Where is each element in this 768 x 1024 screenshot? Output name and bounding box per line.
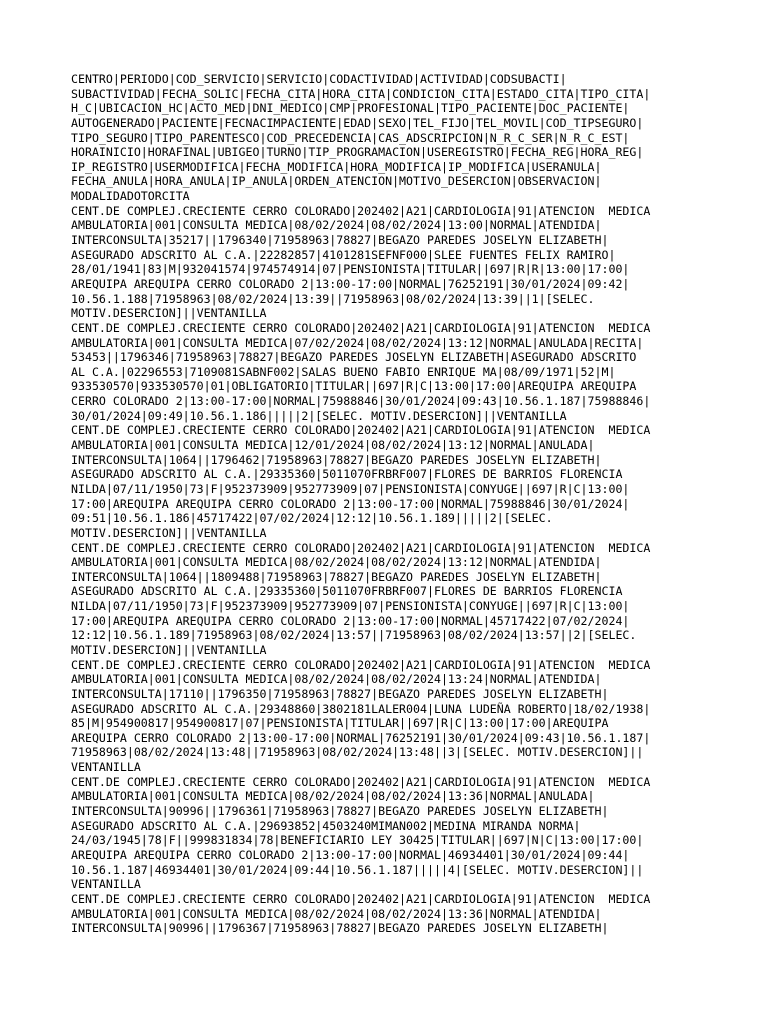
- text-line: 17:00|AREQUIPA AREQUIPA CERRO COLORADO 2|13:00-17:00|NORMAL|45717422|07/02/2024|: [71, 613, 630, 628]
- text-line: MOTIV.DESERCION]||VENTANILLA: [71, 642, 267, 657]
- text-line: 85|M|954900817|954900817|07|PENSIONISTA|TITULAR||697|R|C|13:00|17:00|AREQUIPA: [71, 716, 609, 731]
- text-line: INTERCONSULTA|1064||1809488|71958963|78827|BEGAZO PAREDES JOSELYN ELIZABETH|: [71, 569, 602, 584]
- text-line: AMBULATORIA|001|CONSULTA MEDICA|08/02/2024|08/02/2024|13:24|NORMAL|ATENDIDA|: [71, 672, 602, 687]
- text-line: 10.56.1.188|71958963|08/02/2024|13:39||71958963|08/02/2024|13:39||1|[SELEC.: [71, 291, 595, 306]
- text-line: ASEGURADO ADSCRITO AL C.A.|22282857|4101281SEFNF000|SLEE FUENTES FELIX RAMIRO|: [71, 247, 616, 262]
- text-line: CENT.DE COMPLEJ.CRECIENTE CERRO COLORADO|202402|A21|CARDIOLOGIA|91|ATENCION MEDICA: [71, 657, 651, 672]
- text-line: AUTOGENERADO|PACIENTE|FECNACIMPACIENTE|EDAD|SEXO|TEL_FIJO|TEL_MOVIL|COD_TIPSEGURO|: [71, 115, 644, 130]
- text-line: MOTIV.DESERCION]||VENTANILLA: [71, 306, 267, 321]
- text-line: 933530570|933530570|01|OBLIGATORIO|TITULAR||697|R|C|13:00|17:00|AREQUIPA AREQUIPA: [71, 379, 637, 394]
- text-line: AMBULATORIA|001|CONSULTA MEDICA|08/02/2024|08/02/2024|13:36|NORMAL|ANULADA|: [71, 789, 595, 804]
- text-line: AMBULATORIA|001|CONSULTA MEDICA|08/02/2024|08/02/2024|13:12|NORMAL|ATENDIDA|: [71, 555, 602, 570]
- text-line: H_C|UBICACION_HC|ACTO_MED|DNI_MEDICO|CMP|PROFESIONAL|TIPO_PACIENTE|DOC_PACIENTE|: [71, 101, 630, 116]
- text-line: VENTANILLA: [71, 877, 141, 892]
- text-line: AREQUIPA AREQUIPA CERRO COLORADO 2|13:00-17:00|NORMAL|46934401|30/01/2024|09:44|: [71, 847, 630, 862]
- text-line: ASEGURADO ADSCRITO AL C.A.|29348860|3802181LALER004|LUNA LUDEÑA ROBERTO|18/02/1938|: [71, 701, 651, 716]
- text-line: 24/03/1945|78|F||999831834|78|BENEFICIARIO LEY 30425|TITULAR||697|N|C|13:00|17:00|: [71, 833, 644, 848]
- text-line: AREQUIPA CERRO COLORADO 2|13:00-17:00|NORMAL|76252191|30/01/2024|09:43|10.56.1.187|: [71, 730, 651, 745]
- text-line: 10.56.1.187|46934401|30/01/2024|09:44|10.56.1.187|||||4|[SELEC. MOTIV.DESERCION]||: [71, 862, 644, 877]
- text-line: CENT.DE COMPLEJ.CRECIENTE CERRO COLORADO|202402|A21|CARDIOLOGIA|91|ATENCION MEDICA: [71, 891, 651, 906]
- text-line: FECHA_ANULA|HORA_ANULA|IP_ANULA|ORDEN_ATENCION|MOTIVO_DESERCION|OBSERVACION|: [71, 174, 602, 189]
- text-line: CENT.DE COMPLEJ.CRECIENTE CERRO COLORADO|202402|A21|CARDIOLOGIA|91|ATENCION MEDICA: [71, 774, 651, 789]
- text-line: ASEGURADO ADSCRITO AL C.A.|29693852|4503240MIMAN002|MEDINA MIRANDA NORMA|: [71, 818, 581, 833]
- text-line: AMBULATORIA|001|CONSULTA MEDICA|07/02/2024|08/02/2024|13:12|NORMAL|ANULADA|RECITA|: [71, 335, 644, 350]
- text-line: AMBULATORIA|001|CONSULTA MEDICA|08/02/2024|08/02/2024|13:36|NORMAL|ATENDIDA|: [71, 906, 602, 921]
- text-line: MOTIV.DESERCION]||VENTANILLA: [71, 525, 267, 540]
- text-line: ASEGURADO ADSCRITO AL C.A.|29335360|5011070FRBRF007|FLORES DE BARRIOS FLORENCIA: [71, 467, 623, 482]
- text-line: 30/01/2024|09:49|10.56.1.186|||||2|[SELEC. MOTIV.DESERCION]||VENTANILLA: [71, 408, 567, 423]
- text-line: CENTRO|PERIODO|COD_SERVICIO|SERVICIO|CODACTIVIDAD|ACTIVIDAD|CODSUBACTI|: [71, 72, 567, 86]
- text-line: INTERCONSULTA|90996||1796361|71958963|78827|BEGAZO PAREDES JOSELYN ELIZABETH|: [71, 804, 609, 819]
- text-line: NILDA|07/11/1950|73|F|952373909|952773909|07|PENSIONISTA|CONYUGE||697|R|C|13:00|: [71, 599, 630, 614]
- text-line: 09:51|10.56.1.186|45717422|07/02/2024|12:12|10.56.1.189|||||2|[SELEC.: [71, 511, 553, 526]
- text-line: 53453||1796346|71958963|78827|BEGAZO PAREDES JOSELYN ELIZABETH|ASEGURADO ADSCRITO: [71, 350, 637, 365]
- document-page: [71, 72, 711, 936]
- text-line: 71958963|08/02/2024|13:48||71958963|08/02/2024|13:48||3|[SELEC. MOTIV.DESERCION]||: [71, 745, 644, 760]
- text-line: INTERCONSULTA|1064||1796462|71958963|78827|BEGAZO PAREDES JOSELYN ELIZABETH|: [71, 452, 602, 467]
- text-line: CERRO COLORADO 2|13:00-17:00|NORMAL|75988846|30/01/2024|09:43|10.56.1.187|75988846|: [71, 394, 651, 409]
- text-line: MODALIDADOTORCITA: [71, 189, 190, 204]
- text-line: INTERCONSULTA|17110||1796350|71958963|78827|BEGAZO PAREDES JOSELYN ELIZABETH|: [71, 686, 609, 701]
- text-line: AL C.A.|02296553|7109081SABNF002|SALAS BUENO FABIO ENRIQUE MA|08/09/1971|52|M|: [71, 364, 616, 379]
- text-line: CENT.DE COMPLEJ.CRECIENTE CERRO COLORADO|202402|A21|CARDIOLOGIA|91|ATENCION MEDICA: [71, 540, 651, 555]
- text-line: 17:00|AREQUIPA AREQUIPA CERRO COLORADO 2|13:00-17:00|NORMAL|75988846|30/01/2024|: [71, 496, 630, 511]
- text-line: NILDA|07/11/1950|73|F|952373909|952773909|07|PENSIONISTA|CONYUGE||697|R|C|13:00|: [71, 481, 630, 496]
- text-line: IP_REGISTRO|USERMODIFICA|FECHA_MODIFICA|HORA_MODIFICA|IP_MODIFICA|USERANULA|: [71, 159, 602, 174]
- text-line: INTERCONSULTA|35217||1796340|71958963|78827|BEGAZO PAREDES JOSELYN ELIZABETH|: [71, 233, 609, 248]
- text-line: AMBULATORIA|001|CONSULTA MEDICA|12/01/2024|08/02/2024|13:12|NORMAL|ANULADA|: [71, 438, 595, 453]
- text-line: AMBULATORIA|001|CONSULTA MEDICA|08/02/2024|08/02/2024|13:00|NORMAL|ATENDIDA|: [71, 218, 602, 233]
- text-line: ASEGURADO ADSCRITO AL C.A.|29335360|5011070FRBRF007|FLORES DE BARRIOS FLORENCIA: [71, 584, 623, 599]
- text-line: AREQUIPA AREQUIPA CERRO COLORADO 2|13:00-17:00|NORMAL|76252191|30/01/2024|09:42|: [71, 276, 630, 291]
- text-line: VENTANILLA: [71, 760, 141, 775]
- text-line: 28/01/1941|83|M|932041574|974574914|07|PENSIONISTA|TITULAR||697|R|R|13:00|17:00|: [71, 262, 630, 277]
- text-line: CENT.DE COMPLEJ.CRECIENTE CERRO COLORADO|202402|A21|CARDIOLOGIA|91|ATENCION MEDICA: [71, 203, 651, 218]
- text-line: CENT.DE COMPLEJ.CRECIENTE CERRO COLORADO|202402|A21|CARDIOLOGIA|91|ATENCION MEDICA: [71, 423, 651, 438]
- text-line: SUBACTIVIDAD|FECHA_SOLIC|FECHA_CITA|HORA_CITA|CONDICION_CITA|ESTADO_CITA|TIPO_CITA|: [71, 86, 651, 101]
- text-line: INTERCONSULTA|90996||1796367|71958963|78827|BEGAZO PAREDES JOSELYN ELIZABETH|: [71, 921, 609, 936]
- text-line: HORAINICIO|HORAFINAL|UBIGEO|TURNO|TIP_PROGRAMACION|USEREGISTRO|FECHA_REG|HORA_REG|: [71, 145, 644, 160]
- text-line: TIPO_SEGURO|TIPO_PARENTESCO|COD_PRECEDENCIA|CAS_ADSCRIPCION|N_R_C_SER|N_R_C_EST|: [71, 130, 630, 145]
- text-line: 12:12|10.56.1.189|71958963|08/02/2024|13:57||71958963|08/02/2024|13:57||2|[SELEC.: [71, 628, 637, 643]
- text-line: CENT.DE COMPLEJ.CRECIENTE CERRO COLORADO|202402|A21|CARDIOLOGIA|91|ATENCION MEDICA: [71, 320, 651, 335]
